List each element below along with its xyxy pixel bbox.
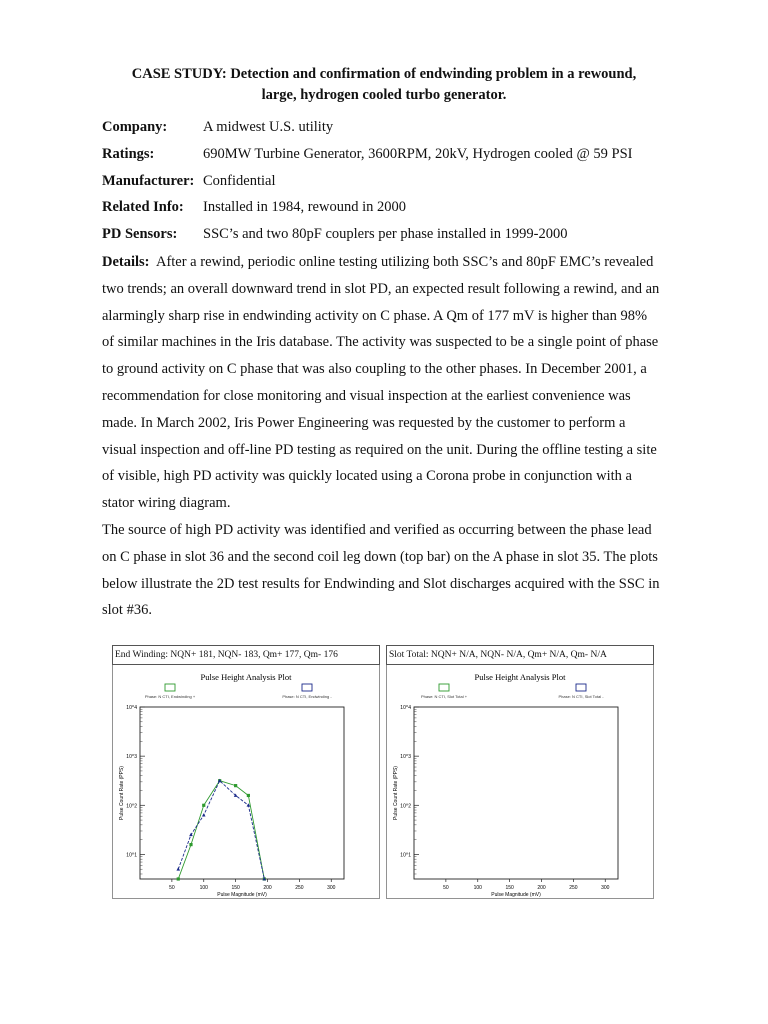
- field-ratings: [102, 145, 633, 163]
- y-tick-label: 10^4: [126, 705, 137, 711]
- x-tick-label: 200: [537, 885, 546, 891]
- x-tick-label: 50: [443, 885, 449, 891]
- panel-border: [387, 646, 654, 899]
- data-point: [234, 784, 237, 787]
- field-label: Manufacturer:: [102, 173, 195, 189]
- y-tick-label: 10^2: [126, 803, 137, 810]
- endwinding-chart-panel: [112, 645, 380, 899]
- field-label: PD Sensors:: [102, 226, 178, 242]
- x-axis-label: Pulse Magnitude (mV): [491, 892, 541, 898]
- endwinding-chart-header: End Winding: NQN+ 181, NQN- 183, Qm+ 177, Qm- 176: [112, 645, 380, 665]
- field-related-info: [102, 198, 406, 216]
- x-tick-label: 250: [569, 885, 578, 891]
- slot-chart: [386, 645, 654, 899]
- slot-chart-panel: [386, 645, 654, 899]
- x-tick-label: 250: [295, 885, 304, 891]
- x-tick-label: 100: [473, 885, 482, 891]
- y-tick-label: 10^1: [400, 852, 411, 859]
- legend-swatch: [576, 684, 586, 691]
- field-label: Related Info:: [102, 199, 184, 215]
- data-point: [177, 877, 180, 880]
- field-label: Company:: [102, 119, 168, 135]
- data-point: [247, 794, 250, 797]
- y-tick-label: 10^3: [400, 754, 411, 761]
- x-tick-label: 50: [169, 885, 175, 891]
- field-pd-sensors: [102, 225, 567, 243]
- x-tick-label: 300: [327, 885, 336, 891]
- details-text-1: After a rewind, periodic online testing utilizing both SSC’s and 80pF EMC’s revealed two trends; an overall downward trend in slot PD, an expected result following a rewind, and an alarmingly sharp rise in endwinding activity on C phase. A Qm of 177 mV is higher than 98% of similar machines in the Iris database. The activity was suspected to be a single point of phase to ground activity on C phase that was also coupling to the other phases. In December 2001, a recommendation for close monitoring and visual inspection at the earliest convenience was made. In March 2002, Iris Power Engineering was requested by the customer to perform a visual inspection and off-line PD testing as required on the unit. During the offline testing a site of visible, high PD activity was quickly located using a Corona probe in conjunction with a stator wiring diagram.: [102, 254, 660, 512]
- y-axis-label: Pulse Count Rate (PPS): [119, 766, 125, 820]
- legend-swatch: [165, 684, 175, 691]
- series-line-1: [178, 781, 264, 879]
- data-point: [176, 867, 180, 870]
- y-tick-label: 10^2: [400, 803, 411, 810]
- y-tick-label: 10^1: [126, 852, 137, 859]
- legend-swatch: [439, 684, 449, 691]
- field-label: Ratings:: [102, 146, 155, 162]
- legend-label: Phase: N CTI, Endwinding +: [144, 694, 196, 699]
- legend-label: Phase: N CTI, Slot Total +: [420, 694, 468, 699]
- field-value: Installed in 1984, rewound in 2000: [203, 199, 406, 215]
- legend-label: Phase: N CTI, Endwinding -: [282, 694, 332, 699]
- field-value: SSC’s and two 80pF couplers per phase installed in 1999-2000: [203, 226, 568, 242]
- data-point: [189, 843, 192, 846]
- y-tick-label: 10^3: [126, 754, 137, 761]
- data-point: [202, 804, 205, 807]
- field-value: 690MW Turbine Generator, 3600RPM, 20kV, Hydrogen cooled @ 59 PSI: [203, 146, 633, 162]
- field-value: A midwest U.S. utility: [203, 119, 334, 135]
- panel-border: [113, 646, 380, 899]
- y-axis-label: Pulse Count Rate (PPS): [393, 766, 399, 820]
- legend-label: Phase: N CTI, Slot Total -: [558, 694, 604, 699]
- data-point: [202, 813, 206, 816]
- x-tick-label: 200: [263, 885, 272, 891]
- y-tick-label: 10^4: [400, 705, 411, 711]
- slot-chart-header: Slot Total: NQN+ N/A, NQN- N/A, Qm+ N/A, Qm- N/A: [386, 645, 654, 665]
- x-tick-label: 150: [231, 885, 240, 891]
- title-line-2: large, hydrogen cooled turbo generator.: [261, 87, 507, 103]
- series-line-2: [178, 781, 264, 879]
- x-tick-label: 150: [505, 885, 514, 891]
- document-title: [60, 64, 708, 106]
- x-tick-label: 300: [601, 885, 610, 891]
- field-company: [102, 118, 333, 136]
- x-tick-label: 100: [199, 885, 208, 891]
- endwinding-chart: [112, 645, 380, 899]
- chart-title: Pulse Height Analysis Plot: [200, 672, 292, 682]
- details-label: Details:: [102, 254, 150, 270]
- title-line-1: CASE STUDY: Detection and confirmation of endwinding problem in a rewound,: [131, 66, 637, 82]
- chart-title: Pulse Height Analysis Plot: [474, 672, 566, 682]
- details-paragraph-1: [102, 249, 662, 517]
- x-axis-label: Pulse Magnitude (mV): [217, 892, 267, 898]
- details-section: [102, 249, 662, 624]
- plot-frame: [140, 707, 344, 879]
- legend-swatch: [302, 684, 312, 691]
- details-paragraph-2: The source of high PD activity was identified and verified as occurring between the phase lead on C phase in slot 36 and the second coil leg down (top bar) on the A phase in slot 35. The plots below illustrate the 2D test results for Endwinding and Slot discharges acquired with the SSC in slot #36.: [102, 521, 660, 619]
- plot-frame: [414, 707, 618, 879]
- field-value: Confidential: [203, 173, 276, 189]
- field-manufacturer: [102, 172, 276, 190]
